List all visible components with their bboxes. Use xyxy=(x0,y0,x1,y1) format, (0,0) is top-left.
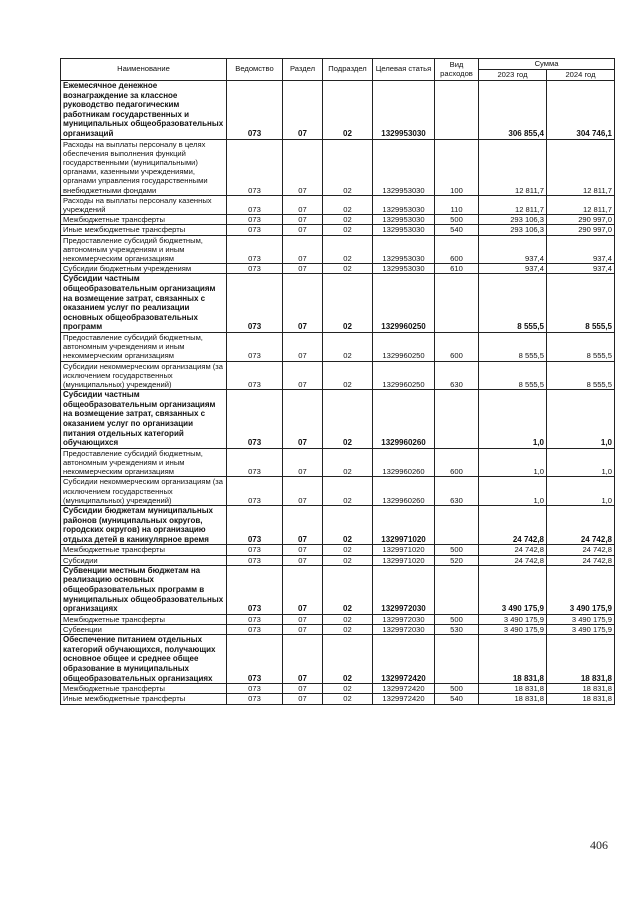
row-2024: 24 742,8 xyxy=(547,555,615,565)
row-type: 500 xyxy=(435,545,479,555)
row-section: 07 xyxy=(283,195,323,214)
row-section: 07 xyxy=(283,477,323,506)
row-name: Иные межбюджетные трансферты xyxy=(61,694,227,704)
row-type: 500 xyxy=(435,614,479,624)
row-dept: 073 xyxy=(227,235,283,264)
row-section: 07 xyxy=(283,81,323,140)
row-subsection: 02 xyxy=(323,477,373,506)
row-subsection: 02 xyxy=(323,505,373,544)
row-name: Расходы на выплаты персоналу в целях обеспечения выполнения функций государственными (муниципальными) органами, казенными учреждениями, органами управления государственными внебюджетными фондами xyxy=(61,139,227,195)
row-subsection: 02 xyxy=(323,624,373,634)
row-dept: 073 xyxy=(227,624,283,634)
row-2024: 1,0 xyxy=(547,477,615,506)
row-type: 500 xyxy=(435,684,479,694)
row-subsection: 02 xyxy=(323,545,373,555)
row-subsection: 02 xyxy=(323,565,373,614)
row-2024: 8 555,5 xyxy=(547,332,615,361)
row-target: 1329972030 xyxy=(373,565,435,614)
row-subsection: 02 xyxy=(323,332,373,361)
row-2023: 1,0 xyxy=(479,390,547,449)
row-2023: 937,4 xyxy=(479,264,547,274)
row-2024: 937,4 xyxy=(547,235,615,264)
row-section: 07 xyxy=(283,361,323,390)
table-row xyxy=(61,332,615,361)
header-dept: Ведомство xyxy=(227,59,283,81)
row-subsection: 02 xyxy=(323,684,373,694)
row-2023: 1,0 xyxy=(479,477,547,506)
table-row xyxy=(61,195,615,214)
row-dept: 073 xyxy=(227,361,283,390)
row-2024: 12 811,7 xyxy=(547,195,615,214)
row-name: Предоставление субсидий бюджетным, автономным учреждениям и иным некоммерческим организациям xyxy=(61,235,227,264)
header-subsection: Подраздел xyxy=(323,59,373,81)
row-name: Межбюджетные трансферты xyxy=(61,215,227,225)
row-name: Субсидии некоммерческим организациям (за исключением государственных (муниципальных) учреждений) xyxy=(61,477,227,506)
row-target: 1329953030 xyxy=(373,215,435,225)
row-type: 630 xyxy=(435,477,479,506)
row-target: 1329953030 xyxy=(373,195,435,214)
row-target: 1329960260 xyxy=(373,448,435,477)
row-type: 110 xyxy=(435,195,479,214)
row-2024: 290 997,0 xyxy=(547,225,615,235)
table-row xyxy=(61,235,615,264)
row-2024: 937,4 xyxy=(547,264,615,274)
row-section: 07 xyxy=(283,614,323,624)
row-subsection: 02 xyxy=(323,274,373,333)
row-type: 520 xyxy=(435,555,479,565)
row-target: 1329972420 xyxy=(373,684,435,694)
row-2024: 3 490 175,9 xyxy=(547,565,615,614)
row-dept: 073 xyxy=(227,694,283,704)
row-2024: 3 490 175,9 xyxy=(547,624,615,634)
table-row xyxy=(61,565,615,614)
row-target: 1329971020 xyxy=(373,505,435,544)
row-section: 07 xyxy=(283,332,323,361)
row-subsection: 02 xyxy=(323,195,373,214)
row-subsection: 02 xyxy=(323,215,373,225)
row-type: 600 xyxy=(435,235,479,264)
row-name: Расходы на выплаты персоналу казенных учреждений xyxy=(61,195,227,214)
row-2024: 1,0 xyxy=(547,448,615,477)
row-2023: 3 490 175,9 xyxy=(479,565,547,614)
row-2023: 12 811,7 xyxy=(479,195,547,214)
table-row xyxy=(61,505,615,544)
table-row xyxy=(61,635,615,684)
row-section: 07 xyxy=(283,448,323,477)
row-subsection: 02 xyxy=(323,139,373,195)
row-2024: 18 831,8 xyxy=(547,694,615,704)
row-dept: 073 xyxy=(227,448,283,477)
row-section: 07 xyxy=(283,274,323,333)
row-2023: 293 106,3 xyxy=(479,225,547,235)
table-row xyxy=(61,274,615,333)
row-name: Субсидии частным общеобразовательным организациям на возмещение затрат, связанных с оказанием услуг по организации питания отдельных категорий обучающихся xyxy=(61,390,227,449)
row-dept: 073 xyxy=(227,139,283,195)
row-target: 1329972420 xyxy=(373,694,435,704)
row-2024: 1,0 xyxy=(547,390,615,449)
row-dept: 073 xyxy=(227,565,283,614)
row-dept: 073 xyxy=(227,332,283,361)
header-2024: 2024 год xyxy=(547,70,615,81)
row-2023: 306 855,4 xyxy=(479,81,547,140)
row-2023: 24 742,8 xyxy=(479,505,547,544)
row-name: Предоставление субсидий бюджетным, автономным учреждениям и иным некоммерческим организациям xyxy=(61,448,227,477)
row-name: Межбюджетные трансферты xyxy=(61,614,227,624)
header-section: Раздел xyxy=(283,59,323,81)
row-target: 1329953030 xyxy=(373,225,435,235)
row-section: 07 xyxy=(283,390,323,449)
row-2024: 24 742,8 xyxy=(547,505,615,544)
budget-table-page xyxy=(60,58,614,705)
row-2024: 18 831,8 xyxy=(547,684,615,694)
row-type xyxy=(435,565,479,614)
row-section: 07 xyxy=(283,694,323,704)
row-type xyxy=(435,505,479,544)
row-subsection: 02 xyxy=(323,361,373,390)
row-type: 610 xyxy=(435,264,479,274)
row-dept: 073 xyxy=(227,635,283,684)
header-2023: 2023 год xyxy=(479,70,547,81)
row-subsection: 02 xyxy=(323,235,373,264)
row-name: Предоставление субсидий бюджетным, автономным учреждениям и иным некоммерческим организациям xyxy=(61,332,227,361)
row-section: 07 xyxy=(283,505,323,544)
budget-table xyxy=(60,58,615,705)
row-subsection: 02 xyxy=(323,448,373,477)
row-subsection: 02 xyxy=(323,614,373,624)
table-row xyxy=(61,361,615,390)
row-type: 530 xyxy=(435,624,479,634)
row-dept: 073 xyxy=(227,215,283,225)
row-name: Субсидии xyxy=(61,555,227,565)
row-subsection: 02 xyxy=(323,81,373,140)
table-row xyxy=(61,555,615,565)
row-subsection: 02 xyxy=(323,555,373,565)
row-target: 1329960260 xyxy=(373,477,435,506)
row-target: 1329953030 xyxy=(373,264,435,274)
row-2024: 12 811,7 xyxy=(547,139,615,195)
row-dept: 073 xyxy=(227,555,283,565)
row-subsection: 02 xyxy=(323,635,373,684)
row-subsection: 02 xyxy=(323,390,373,449)
row-dept: 073 xyxy=(227,614,283,624)
row-name: Субсидии некоммерческим организациям (за исключением государственных (муниципальных) учреждений) xyxy=(61,361,227,390)
table-row xyxy=(61,684,615,694)
row-2023: 8 555,5 xyxy=(479,332,547,361)
row-dept: 073 xyxy=(227,195,283,214)
row-2024: 24 742,8 xyxy=(547,545,615,555)
table-row xyxy=(61,225,615,235)
row-target: 1329972030 xyxy=(373,624,435,634)
row-section: 07 xyxy=(283,684,323,694)
table-row xyxy=(61,448,615,477)
row-section: 07 xyxy=(283,235,323,264)
row-2024: 8 555,5 xyxy=(547,361,615,390)
row-2023: 24 742,8 xyxy=(479,545,547,555)
table-row xyxy=(61,477,615,506)
row-dept: 073 xyxy=(227,225,283,235)
row-dept: 073 xyxy=(227,477,283,506)
header-target: Целевая статья xyxy=(373,59,435,81)
row-2023: 937,4 xyxy=(479,235,547,264)
row-dept: 073 xyxy=(227,505,283,544)
row-target: 1329960260 xyxy=(373,390,435,449)
row-dept: 073 xyxy=(227,81,283,140)
row-name: Иные межбюджетные трансферты xyxy=(61,225,227,235)
table-body xyxy=(61,81,615,705)
row-name: Субвенции xyxy=(61,624,227,634)
row-2023: 12 811,7 xyxy=(479,139,547,195)
table-row xyxy=(61,545,615,555)
row-name: Субсидии частным общеобразовательным организациям на возмещение затрат, связанных с оказанием услуг по реализации основных общеобразовательных программ xyxy=(61,274,227,333)
row-dept: 073 xyxy=(227,545,283,555)
table-row xyxy=(61,390,615,449)
row-2023: 18 831,8 xyxy=(479,635,547,684)
row-2023: 3 490 175,9 xyxy=(479,624,547,634)
row-target: 1329960250 xyxy=(373,332,435,361)
row-target: 1329971020 xyxy=(373,555,435,565)
table-row xyxy=(61,81,615,140)
page-number: 406 xyxy=(590,838,608,852)
row-2023: 1,0 xyxy=(479,448,547,477)
row-section: 07 xyxy=(283,565,323,614)
row-name: Субсидии бюджетным учреждениям xyxy=(61,264,227,274)
row-name: Обеспечение питанием отдельных категорий обучающихся, получающих основное общее и среднее общее образование в муниципальных общеобразовательных организациях xyxy=(61,635,227,684)
row-type: 600 xyxy=(435,332,479,361)
row-dept: 073 xyxy=(227,684,283,694)
header-name: Наименование xyxy=(61,59,227,81)
row-2024: 290 997,0 xyxy=(547,215,615,225)
row-section: 07 xyxy=(283,215,323,225)
row-section: 07 xyxy=(283,635,323,684)
row-type: 540 xyxy=(435,225,479,235)
header-sum: Сумма xyxy=(479,59,615,70)
row-type xyxy=(435,274,479,333)
row-2024: 304 746,1 xyxy=(547,81,615,140)
row-2023: 24 742,8 xyxy=(479,555,547,565)
row-dept: 073 xyxy=(227,390,283,449)
row-target: 1329960250 xyxy=(373,274,435,333)
row-target: 1329953030 xyxy=(373,81,435,140)
row-section: 07 xyxy=(283,225,323,235)
row-target: 1329971020 xyxy=(373,545,435,555)
row-name: Межбюджетные трансферты xyxy=(61,684,227,694)
row-type: 630 xyxy=(435,361,479,390)
row-name: Субвенции местным бюджетам на реализацию основных общеобразовательных программ в муниципальных общеобразовательных организациях xyxy=(61,565,227,614)
row-target: 1329953030 xyxy=(373,235,435,264)
header-type: Вид расходов xyxy=(435,59,479,81)
row-2023: 18 831,8 xyxy=(479,684,547,694)
row-type xyxy=(435,81,479,140)
row-2023: 18 831,8 xyxy=(479,694,547,704)
row-target: 1329972030 xyxy=(373,614,435,624)
row-2023: 8 555,5 xyxy=(479,274,547,333)
row-name: Ежемесячное денежное вознаграждение за классное руководство педагогическим работникам государственных и муниципальных общеобразовательных организаций xyxy=(61,81,227,140)
row-2023: 8 555,5 xyxy=(479,361,547,390)
row-2024: 3 490 175,9 xyxy=(547,614,615,624)
row-section: 07 xyxy=(283,264,323,274)
row-subsection: 02 xyxy=(323,264,373,274)
row-2024: 8 555,5 xyxy=(547,274,615,333)
row-2024: 18 831,8 xyxy=(547,635,615,684)
row-dept: 073 xyxy=(227,264,283,274)
row-subsection: 02 xyxy=(323,694,373,704)
row-name: Межбюджетные трансферты xyxy=(61,545,227,555)
table-row xyxy=(61,139,615,195)
row-2023: 293 106,3 xyxy=(479,215,547,225)
table-row xyxy=(61,215,615,225)
row-type: 500 xyxy=(435,215,479,225)
row-section: 07 xyxy=(283,624,323,634)
row-type: 540 xyxy=(435,694,479,704)
table-row xyxy=(61,264,615,274)
row-section: 07 xyxy=(283,555,323,565)
row-target: 1329972420 xyxy=(373,635,435,684)
row-target: 1329953030 xyxy=(373,139,435,195)
row-2023: 3 490 175,9 xyxy=(479,614,547,624)
row-type: 100 xyxy=(435,139,479,195)
row-section: 07 xyxy=(283,545,323,555)
row-type xyxy=(435,390,479,449)
row-section: 07 xyxy=(283,139,323,195)
row-type xyxy=(435,635,479,684)
row-dept: 073 xyxy=(227,274,283,333)
row-name: Субсидии бюджетам муниципальных районов (муниципальных округов, городских округов) на организацию отдыха детей в каникулярное время xyxy=(61,505,227,544)
row-target: 1329960250 xyxy=(373,361,435,390)
table-row xyxy=(61,614,615,624)
row-type: 600 xyxy=(435,448,479,477)
row-subsection: 02 xyxy=(323,225,373,235)
header-row xyxy=(61,59,615,70)
table-row xyxy=(61,624,615,634)
table-row xyxy=(61,694,615,704)
